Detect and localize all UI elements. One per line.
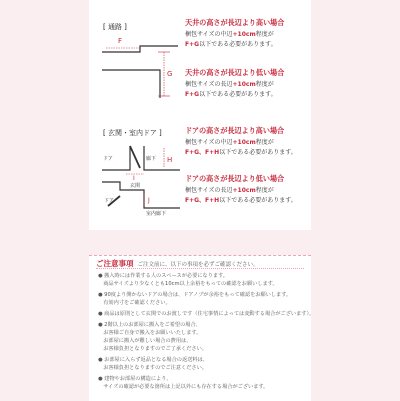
door-case-1-heading: ドアの高さが長辺より高い場合: [185, 126, 285, 135]
note-line: ● 90度より開かないドアの場合は、ドアノブが余裕をもって確認をお願いします。: [98, 292, 292, 298]
note-line: お客様負担となりますのでご注意ください。: [98, 365, 207, 371]
note-line: お客様負担となりますのでご了承ください。: [98, 346, 207, 352]
note-line: ● お部屋に入らず返品となる場合の返送料は、: [98, 357, 208, 363]
door-bottom-label: ドア: [104, 198, 114, 204]
note-line: サイズの確認が必要な箇所は上記以外にも存在する場合がございます。: [98, 384, 269, 390]
notes-title: ご注意事項: [96, 259, 134, 268]
passage-case-1-heading: 天井の高さが長辺より高い場合: [185, 18, 285, 27]
passage-case-1-desc: 梱包サイズの中辺+10cm程度が F+G以下である必要があります。: [185, 31, 277, 48]
door-case-2-desc: 梱包サイズの長辺+10cm程度が F+G、F+H以下である必要があります。: [185, 187, 297, 204]
h-label: H: [167, 156, 173, 164]
passage-wall-upper: [102, 46, 178, 52]
notes-subtitle: ご注文前に、以下の事項を必ずご確認ください。: [137, 262, 259, 268]
g-label: G: [167, 70, 173, 78]
note-line: 有効内寸をご確認ください。: [98, 300, 171, 306]
note-line: ● 2階以上のお部屋に搬入をご希望の場合、: [98, 322, 201, 328]
f-label: F: [118, 37, 123, 45]
room-hall-label: 室内廊下: [146, 211, 167, 217]
entrance-label: 玄関: [130, 183, 141, 189]
door-top-label: ドア: [103, 156, 113, 162]
i-label: I: [133, 175, 135, 182]
j-label: J: [148, 197, 150, 204]
door-diagram: [100, 138, 182, 218]
passage-case-2-desc: 梱包サイズの長辺+10cm程度が F+G以下である必要があります。: [185, 81, 277, 98]
passage-wall-lower: [102, 70, 160, 98]
door-wall-lower: [102, 182, 180, 208]
passage-diagram: [100, 34, 180, 100]
note-line: お客様ご自身で搬入をお願いいたします。: [98, 330, 202, 336]
door-section-label: [ 玄関・室内ドア ]: [103, 129, 162, 137]
door-case-2-heading: ドアの高さが長辺より低い場合: [185, 174, 285, 183]
hallway-label: 廊下: [146, 156, 157, 162]
note-line: お部屋に搬入が難しい場合の費用は、: [98, 338, 192, 344]
passage-case-2-heading: 天井の高さが長辺より低い場合: [185, 68, 285, 77]
note-line: ● 搬入時には作業する人のスペースが必要になります。: [98, 273, 228, 279]
note-line: 商品サイズより少なくとも10cm以上余裕をもっての確認をお願いします。: [98, 281, 278, 287]
notes-divider: [96, 268, 304, 269]
passage-section-label: [ 通路 ]: [103, 23, 127, 31]
door-case-1-desc: 梱包サイズの中辺+10cm程度が F+G、F+H以下である必要があります。: [185, 139, 297, 156]
door-leaf-upper: [130, 146, 140, 168]
note-line: ● 商品は原則として玄関でのお渡しです（住宅事情によっては変動する場合がございます）。: [98, 311, 315, 317]
note-line: ● 建物やお部屋の構造により、: [98, 376, 172, 382]
